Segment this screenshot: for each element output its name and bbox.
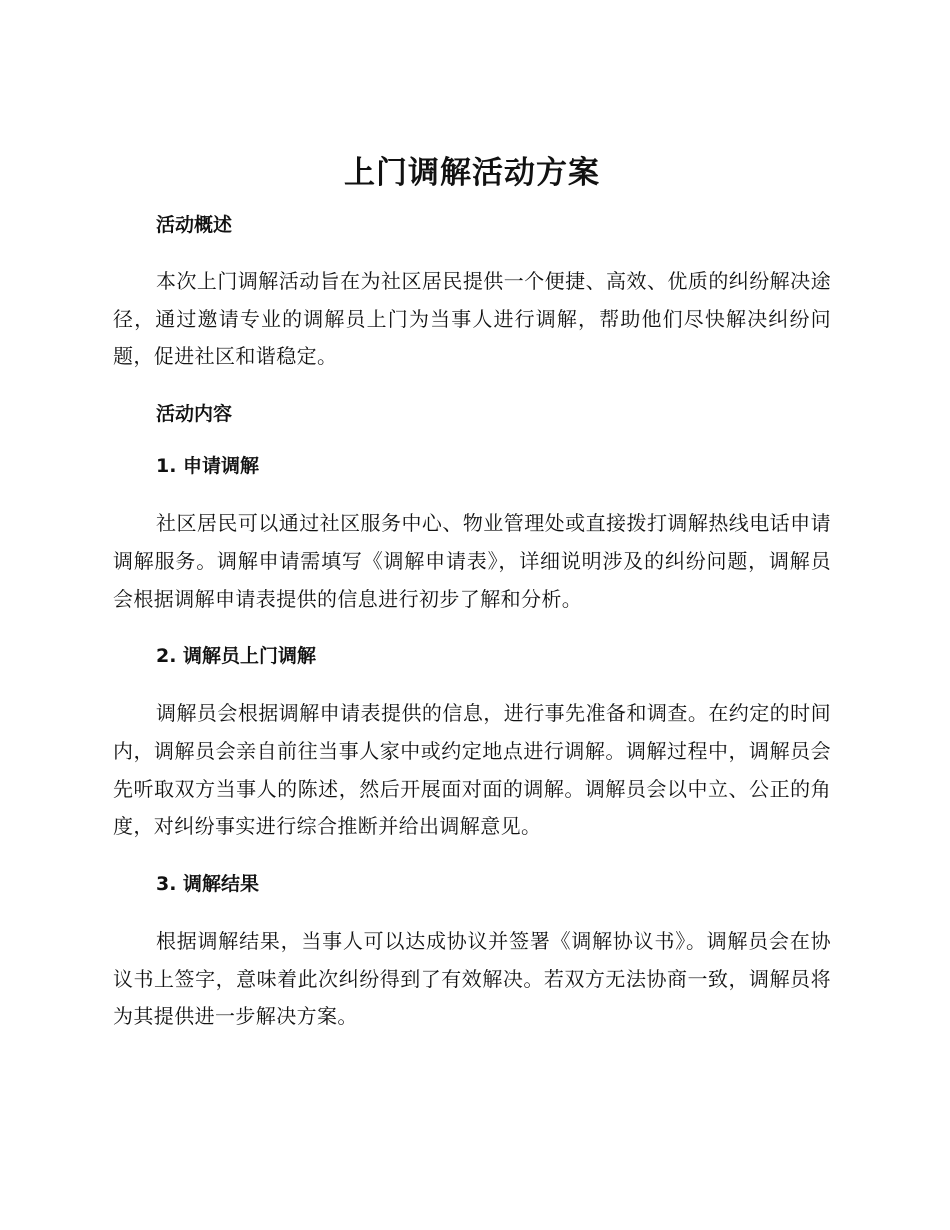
- subheading-result: 3. 调解结果: [156, 873, 260, 896]
- section-heading-content: 活动内容: [156, 403, 233, 426]
- subheading-onsite-mediation: 2. 调解员上门调解: [156, 645, 317, 668]
- paragraph-apply: 社区居民可以通过社区服务中心、物业管理处或直接拨打调解热线电话申请调解服务。调解申请需填写《调解申请表》，详细说明涉及的纠纷问题，调解员会根据调解申请表提供的信息进行初步了解和分析。: [113, 511, 831, 611]
- paragraph-onsite-mediation: 调解员会根据调解申请表提供的信息，进行事先准备和调查。在约定的时间内，调解员会亲自前往当事人家中或约定地点进行调解。调解过程中，调解员会先听取双方当事人的陈述，然后开展面对面的调解。调解员会以中立、公正的角度，对纠纷事实进行综合推断并给出调解意见。: [113, 701, 831, 839]
- section-heading-overview: 活动概述: [156, 214, 233, 236]
- paragraph-result: 根据调解结果，当事人可以达成协议并签署《调解协议书》。调解员会在协议书上签字，意味着此次纠纷得到了有效解决。若双方无法协商一致，调解员将为其提供进一步解决方案。: [113, 929, 831, 1029]
- paragraph-overview: 本次上门调解活动旨在为社区居民提供一个便捷、高效、优质的纠纷解决途径，通过邀请专业的调解员上门为当事人进行调解，帮助他们尽快解决纠纷问题，促进社区和谐稳定。: [113, 269, 831, 369]
- document-page: [113, 150, 831, 1036]
- subheading-apply: 1. 申请调解: [156, 455, 260, 478]
- document-title: 上门调解活动方案: [344, 155, 600, 191]
